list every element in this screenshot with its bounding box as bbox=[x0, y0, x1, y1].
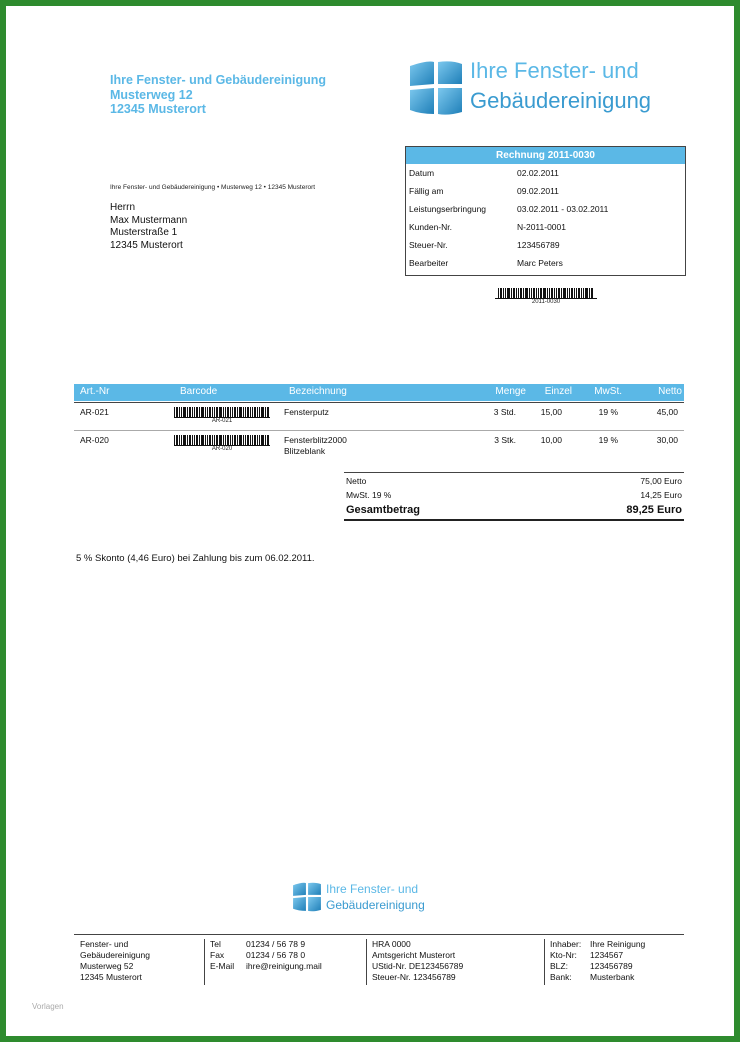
barcode-bar bbox=[536, 288, 537, 298]
info-value: 09.02.2011 bbox=[517, 186, 559, 196]
item-bezeichnung-2: Blitzeblank bbox=[284, 446, 326, 456]
barcode-bar bbox=[516, 288, 517, 298]
barcode-bar bbox=[207, 407, 208, 417]
barcode-bar bbox=[261, 435, 264, 445]
barcode-bar bbox=[223, 407, 224, 417]
col-art-nr: Art.-Nr bbox=[80, 386, 110, 397]
sender-address bbox=[110, 73, 326, 117]
footer-bank-labels bbox=[550, 939, 581, 983]
sender-street: Musterweg 12 bbox=[110, 87, 193, 102]
invoice-barcode bbox=[495, 288, 597, 306]
barcode-bar bbox=[194, 407, 195, 417]
barcode-label: 2011-0030 bbox=[495, 298, 597, 306]
barcode-bar bbox=[212, 435, 213, 445]
col-bezeichnung: Bezeichnung bbox=[289, 386, 347, 397]
barcode-bar bbox=[174, 435, 175, 445]
barcode-bar bbox=[225, 435, 226, 445]
footer-text: 12345 Musterort bbox=[80, 972, 142, 982]
footer-logo-line-1: Ihre Fenster- und bbox=[326, 882, 419, 896]
invoice-title: Rechnung 2011-0030 bbox=[406, 147, 685, 164]
footer-text: 1234567 bbox=[590, 950, 624, 960]
barcode-bar bbox=[585, 288, 588, 298]
barcode-bar bbox=[232, 407, 233, 417]
item-barcode bbox=[174, 435, 270, 453]
barcode-bar bbox=[227, 435, 229, 445]
barcode-bar bbox=[523, 288, 524, 298]
return-address-line: Ihre Fenster- und Gebäudereinigung • Musterweg 12 • 12345 Musterort bbox=[110, 184, 316, 191]
barcode-bar bbox=[209, 435, 211, 445]
barcode-bar bbox=[254, 435, 256, 445]
barcode-bar bbox=[583, 288, 584, 298]
barcode-bar bbox=[571, 288, 573, 298]
recipient-salutation: Herrn bbox=[110, 202, 136, 213]
barcode-bar bbox=[230, 407, 231, 417]
barcode-bar bbox=[591, 288, 593, 298]
footer-text: Ihre Reinigung bbox=[590, 939, 646, 949]
col-einzel: Einzel bbox=[544, 386, 572, 397]
barcode-bar bbox=[181, 435, 182, 445]
barcode-bar bbox=[250, 435, 251, 445]
item-mwst: 19 % bbox=[598, 407, 618, 417]
barcode-bars bbox=[174, 435, 270, 445]
barcode-bar bbox=[205, 435, 206, 445]
info-row bbox=[406, 236, 685, 254]
barcode-bar bbox=[533, 288, 535, 298]
recipient-city: 12345 Musterort bbox=[110, 239, 183, 251]
barcode-bar bbox=[181, 407, 182, 417]
footer-divider bbox=[544, 939, 545, 985]
barcode-bar bbox=[239, 407, 242, 417]
item-bezeichnung: Fensterblitz2000 bbox=[284, 435, 347, 445]
info-row bbox=[406, 200, 685, 218]
barcode-bar bbox=[183, 407, 186, 417]
barcode-bar bbox=[201, 435, 204, 445]
barcode-bar bbox=[192, 407, 193, 417]
barcode-bar bbox=[267, 407, 269, 417]
barcode-bar bbox=[520, 288, 522, 298]
barcode-bar bbox=[234, 407, 236, 417]
barcode-bar bbox=[183, 435, 186, 445]
item-einzel: 10,00 bbox=[540, 435, 562, 445]
barcode-bar bbox=[234, 435, 236, 445]
barcode-bar bbox=[252, 435, 253, 445]
item-mwst: 19 % bbox=[598, 435, 618, 445]
barcode-bar bbox=[192, 435, 193, 445]
barcode-bar bbox=[261, 407, 264, 417]
info-value: 02.02.2011 bbox=[517, 168, 559, 178]
info-label: Kunden-Nr. bbox=[409, 222, 452, 232]
barcode-bars bbox=[174, 407, 270, 417]
info-value: N-2011-0001 bbox=[517, 222, 566, 232]
item-barcode bbox=[174, 407, 270, 425]
totals-top-line bbox=[344, 472, 684, 473]
barcode-bar bbox=[543, 288, 546, 298]
barcode-bar bbox=[578, 288, 580, 298]
barcode-bar bbox=[245, 435, 246, 445]
barcode-bar bbox=[214, 435, 215, 445]
netto-label: Netto bbox=[346, 476, 367, 486]
col-barcode: Barcode bbox=[180, 386, 218, 397]
footer-logo-line-2: Gebäudereinigung bbox=[326, 898, 425, 912]
barcode-bar bbox=[259, 407, 260, 417]
barcode-label: AR-020 bbox=[174, 445, 270, 453]
item-netto: 45,00 bbox=[656, 407, 678, 417]
barcode-bar bbox=[187, 435, 188, 445]
col-mwst: MwSt. bbox=[594, 386, 622, 397]
barcode-bar bbox=[518, 288, 519, 298]
footer-text: Kto-Nr: bbox=[550, 950, 577, 960]
barcode-bar bbox=[176, 435, 178, 445]
barcode-bar bbox=[547, 288, 548, 298]
barcode-bar bbox=[243, 407, 244, 417]
barcode-bar bbox=[503, 288, 504, 298]
invoice-page bbox=[6, 6, 734, 1036]
barcode-bar bbox=[549, 288, 550, 298]
barcode-bar bbox=[529, 288, 530, 298]
footer-text: E-Mail bbox=[210, 961, 235, 971]
footer-contact-labels bbox=[210, 939, 234, 972]
barcode-bar bbox=[511, 288, 512, 298]
barcode-bar bbox=[567, 288, 568, 298]
footer-text: Tel bbox=[210, 939, 221, 949]
barcode-bar bbox=[187, 407, 188, 417]
barcode-bar bbox=[223, 435, 224, 445]
footer bbox=[74, 934, 684, 987]
barcode-bar bbox=[551, 288, 553, 298]
barcode-bar bbox=[247, 435, 249, 445]
sender-name: Ihre Fenster- und Gebäudereinigung bbox=[110, 73, 326, 87]
footer-text: Gebäudereinigung bbox=[80, 950, 150, 960]
barcode-bar bbox=[179, 407, 180, 417]
barcode-bar bbox=[230, 435, 231, 445]
info-value: 03.02.2011 - 03.02.2011 bbox=[517, 204, 609, 214]
footer-bank-values bbox=[590, 939, 645, 983]
logo-line-2: Gebäudereinigung bbox=[470, 88, 652, 113]
footer-text: Inhaber: bbox=[550, 939, 582, 949]
footer-text: 01234 / 56 78 9 bbox=[246, 939, 306, 949]
barcode-bar bbox=[531, 288, 532, 298]
barcode-bar bbox=[174, 407, 175, 417]
item-bezeichnung: Fensterputz bbox=[284, 407, 329, 417]
barcode-bar bbox=[219, 407, 222, 417]
info-row bbox=[406, 164, 685, 182]
info-value: Marc Peters bbox=[517, 258, 563, 268]
info-label: Leistungserbringung bbox=[409, 204, 487, 214]
footer-divider bbox=[366, 939, 367, 985]
barcode-bar bbox=[216, 407, 218, 417]
mwst-value: 14,25 Euro bbox=[640, 490, 682, 500]
barcode-bar bbox=[525, 288, 528, 298]
barcode-bar bbox=[250, 407, 251, 417]
recipient-street: Musterstraße 1 bbox=[110, 227, 178, 238]
footer-text: Musterweg 52 bbox=[80, 961, 134, 971]
barcode-bar bbox=[196, 435, 198, 445]
footer-text: BLZ: bbox=[550, 961, 568, 971]
footer-text: Bank: bbox=[550, 972, 572, 982]
barcode-bar bbox=[498, 288, 499, 298]
barcode-bar bbox=[243, 435, 244, 445]
barcode-bar bbox=[252, 407, 253, 417]
info-label: Bearbeiter bbox=[409, 258, 449, 268]
barcode-bar bbox=[558, 288, 560, 298]
barcode-bar bbox=[212, 407, 213, 417]
col-netto: Netto bbox=[658, 386, 682, 397]
info-label: Steuer-Nr. bbox=[409, 240, 448, 250]
barcode-bar bbox=[201, 407, 204, 417]
footer-text: Fenster- und bbox=[80, 939, 129, 949]
barcode-bar bbox=[574, 288, 575, 298]
barcode-bar bbox=[216, 435, 218, 445]
recipient-address bbox=[110, 202, 187, 252]
sender-city: 12345 Musterort bbox=[110, 102, 206, 116]
barcode-bar bbox=[237, 435, 238, 445]
footer-text: Fax bbox=[210, 950, 225, 960]
col-menge: Menge bbox=[495, 386, 526, 397]
barcode-bar bbox=[556, 288, 557, 298]
barcode-bar bbox=[189, 435, 191, 445]
netto-value: 75,00 Euro bbox=[640, 476, 682, 486]
footer-text: ihre@reinigung.mail bbox=[246, 961, 322, 971]
barcode-bar bbox=[259, 435, 260, 445]
barcode-bar bbox=[257, 407, 258, 417]
watermark: Vorlagen bbox=[32, 1002, 64, 1011]
gesamt-value: 89,25 Euro bbox=[626, 504, 682, 516]
totals-bottom-line bbox=[344, 519, 684, 521]
info-row bbox=[406, 254, 685, 272]
header-divider bbox=[74, 402, 684, 403]
company-logo bbox=[408, 58, 698, 122]
barcode-bar bbox=[561, 288, 562, 298]
footer-text: Amtsgericht Musterort bbox=[372, 950, 456, 960]
barcode-bar bbox=[257, 435, 258, 445]
barcode-bar bbox=[569, 288, 570, 298]
barcode-bar bbox=[196, 407, 198, 417]
footer-text: 01234 / 56 78 0 bbox=[246, 950, 306, 960]
barcode-bar bbox=[179, 435, 180, 445]
footer-text: UStid-Nr. DE123456789 bbox=[372, 961, 464, 971]
barcode-bar bbox=[247, 407, 249, 417]
barcode-bar bbox=[194, 435, 195, 445]
info-row bbox=[406, 182, 685, 200]
gesamt-label: Gesamtbetrag bbox=[346, 504, 420, 516]
barcode-bar bbox=[538, 288, 539, 298]
footer-register bbox=[372, 939, 463, 983]
footer-text: 123456789 bbox=[590, 961, 633, 971]
barcode-bar bbox=[581, 288, 582, 298]
item-art-nr: AR-021 bbox=[80, 407, 109, 417]
footer-divider bbox=[204, 939, 205, 985]
footer-text: HRA 0000 bbox=[372, 939, 411, 949]
recipient-name: Max Mustermann bbox=[110, 214, 188, 226]
barcode-bar bbox=[500, 288, 502, 298]
barcode-bar bbox=[265, 435, 266, 445]
barcode-bar bbox=[239, 435, 242, 445]
logo-line-1: Ihre Fenster- und bbox=[470, 58, 639, 83]
barcode-bar bbox=[205, 407, 206, 417]
barcode-bar bbox=[176, 407, 178, 417]
item-menge: 3 Stk. bbox=[494, 435, 516, 445]
info-row bbox=[406, 218, 685, 236]
barcode-bar bbox=[254, 407, 256, 417]
mwst-label: MwSt. 19 % bbox=[346, 490, 392, 500]
item-menge: 3 Std. bbox=[493, 407, 516, 417]
barcode-bar bbox=[219, 435, 222, 445]
barcode-label: AR-021 bbox=[174, 417, 270, 425]
barcode-bar bbox=[189, 407, 191, 417]
info-value: 123456789 bbox=[517, 240, 560, 250]
barcode-bar bbox=[209, 407, 211, 417]
barcode-bar bbox=[540, 288, 542, 298]
skonto-note: 5 % Skonto (4,46 Euro) bei Zahlung bis zum 06.02.2011. bbox=[76, 553, 315, 564]
barcode-bar bbox=[199, 435, 200, 445]
items-table-header bbox=[74, 384, 684, 401]
footer-text: Steuer-Nr. 123456789 bbox=[372, 972, 456, 982]
barcode-bar bbox=[245, 407, 246, 417]
window-logo-icon bbox=[408, 60, 464, 116]
barcode-bar bbox=[267, 435, 269, 445]
barcode-bar bbox=[265, 407, 266, 417]
item-einzel: 15,00 bbox=[540, 407, 562, 417]
invoice-info-box bbox=[405, 146, 686, 276]
footer-company bbox=[80, 939, 150, 983]
window-logo-icon bbox=[292, 882, 322, 912]
barcode-bar bbox=[576, 288, 577, 298]
barcode-bar bbox=[214, 407, 215, 417]
footer-logo bbox=[292, 882, 472, 916]
barcode-bar bbox=[563, 288, 566, 298]
barcode-bar bbox=[207, 435, 208, 445]
item-netto: 30,00 bbox=[656, 435, 678, 445]
barcode-bar bbox=[237, 407, 238, 417]
invoice-info-table bbox=[406, 164, 685, 272]
barcode-bar bbox=[554, 288, 555, 298]
barcode-bar bbox=[589, 288, 590, 298]
barcode-bar bbox=[507, 288, 510, 298]
item-art-nr: AR-020 bbox=[80, 435, 109, 445]
footer-text: Musterbank bbox=[590, 972, 635, 982]
barcode-bar bbox=[513, 288, 515, 298]
barcode-bars bbox=[495, 288, 597, 298]
barcode-bar bbox=[225, 407, 226, 417]
barcode-bar bbox=[227, 407, 229, 417]
footer-contact-values bbox=[246, 939, 322, 972]
barcode-bar bbox=[505, 288, 506, 298]
barcode-bar bbox=[232, 435, 233, 445]
row-divider bbox=[74, 430, 684, 431]
info-label: Fällig am bbox=[409, 186, 444, 196]
info-label: Datum bbox=[409, 168, 435, 178]
barcode-bar bbox=[199, 407, 200, 417]
